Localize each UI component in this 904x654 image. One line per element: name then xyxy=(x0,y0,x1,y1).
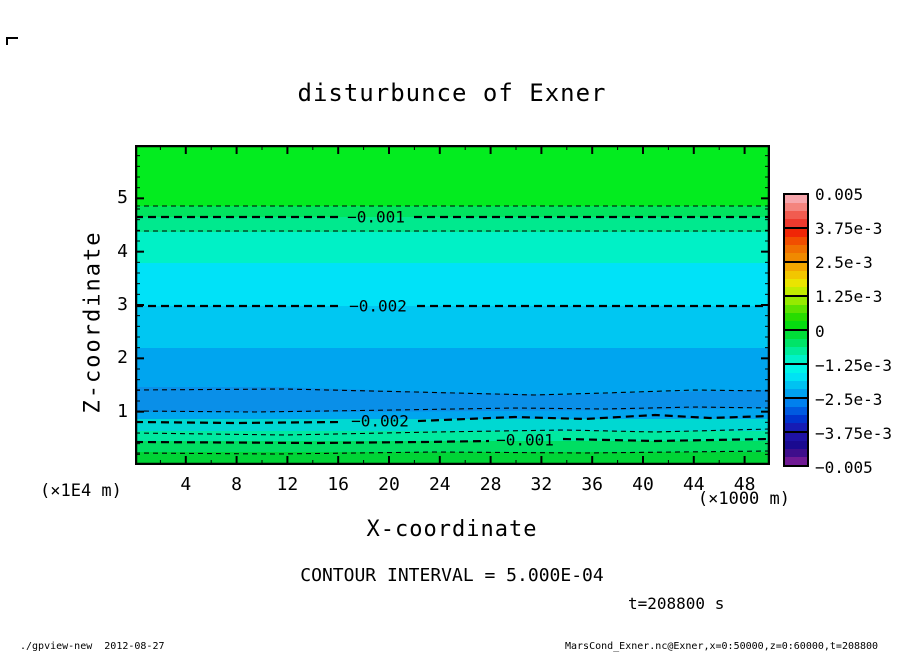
time-label: t=208800 s xyxy=(628,594,725,613)
contour-line-label: −0.002 xyxy=(349,296,407,316)
y-tick-label: 5 xyxy=(117,187,128,209)
colorbar-cell xyxy=(785,203,807,211)
x-tick-label: 36 xyxy=(581,474,604,495)
x-tick-label: 44 xyxy=(682,474,705,495)
colorbar-cell xyxy=(785,381,807,389)
colorbar-cell xyxy=(785,271,807,279)
colorbar-cell xyxy=(785,321,807,329)
colorbar-tick-label: 0 xyxy=(815,321,825,341)
colorbar-block xyxy=(785,431,807,465)
colorbar-cell xyxy=(785,355,807,363)
colorbar-cell xyxy=(785,339,807,347)
colorbar-block xyxy=(785,363,807,397)
colorbar-cell xyxy=(785,433,807,441)
contour-fill-band xyxy=(135,145,770,207)
colorbar-block xyxy=(785,397,807,431)
y-tick-label: 1 xyxy=(117,400,128,422)
contour-line-label: −0.002 xyxy=(351,411,409,431)
colorbar-cell xyxy=(785,423,807,431)
colorbar-tick-label: −0.005 xyxy=(815,458,873,477)
colorbar-cell xyxy=(785,229,807,237)
y-axis-title: Z-coordinate xyxy=(80,230,106,414)
colorbar-tick-label: 1.25e-3 xyxy=(815,287,883,307)
contour-interval-text: CONTOUR INTERVAL = 5.000E-04 xyxy=(300,565,604,586)
colorbar-labels xyxy=(815,185,903,477)
x-tick-label: 28 xyxy=(479,474,502,495)
colorbar-block xyxy=(785,195,807,227)
colorbar-cell xyxy=(785,389,807,397)
contour-line-label: −0.001 xyxy=(496,430,554,450)
colorbar-cell xyxy=(785,237,807,245)
colorbar-cell xyxy=(785,407,807,415)
colorbar-cell xyxy=(785,347,807,355)
contour-fill-band xyxy=(135,306,770,349)
colorbar-tick-label: −1.25e-3 xyxy=(815,355,893,375)
contour-fill-band xyxy=(135,232,770,264)
plot-area xyxy=(135,145,770,465)
colorbar-cell xyxy=(785,279,807,287)
colorbar-cell xyxy=(785,195,807,203)
colorbar-tick-label: 3.75e-3 xyxy=(815,219,883,239)
x-tick-label: 40 xyxy=(632,474,654,495)
chart-title: disturbunce of Exner xyxy=(297,79,607,107)
colorbar-cell xyxy=(785,263,807,271)
colorbar-tick-label: 0.005 xyxy=(815,185,864,204)
y-tick-label: 3 xyxy=(117,294,128,315)
corner-mark xyxy=(6,37,18,45)
contour-fill-band xyxy=(135,217,770,233)
colorbar-tick-label: 2.5e-3 xyxy=(815,253,873,273)
colorbar-block xyxy=(785,227,807,261)
colorbar-cell xyxy=(785,415,807,423)
colorbar-block xyxy=(785,295,807,329)
x-tick-label: 4 xyxy=(180,474,192,495)
colorbar-block xyxy=(785,261,807,295)
contour-fill-band xyxy=(135,419,770,432)
y-tick-label: 2 xyxy=(117,347,128,369)
contour-fill-band xyxy=(135,206,770,218)
y-tick-labels xyxy=(98,145,128,465)
footer-source-text: MarsCond_Exner.nc@Exner,x=0:50000,z=0:60000,t=208800 xyxy=(565,641,879,652)
x-tick-label: 32 xyxy=(530,474,553,495)
contour-fill-band xyxy=(135,263,770,307)
x-tick-label: 16 xyxy=(327,474,350,495)
colorbar-cell xyxy=(785,313,807,321)
x-tick-label: 24 xyxy=(428,474,451,495)
colorbar-cell xyxy=(785,219,807,227)
colorbar-cell xyxy=(785,297,807,305)
colorbar-block xyxy=(785,329,807,363)
contour-plot-svg xyxy=(135,145,770,465)
x-axis-unit: (×1000 m) xyxy=(697,489,790,509)
x-tick-label: 12 xyxy=(276,474,299,495)
colorbar-cell xyxy=(785,449,807,457)
colorbar-cell xyxy=(785,211,807,219)
colorbar-tick-label: −3.75e-3 xyxy=(815,423,893,443)
colorbar-tick-label: −2.5e-3 xyxy=(815,389,883,409)
colorbar-cell xyxy=(785,331,807,339)
colorbar-cell xyxy=(785,373,807,381)
x-axis-title: X-coordinate xyxy=(366,517,538,542)
colorbar-cell xyxy=(785,441,807,449)
colorbar-cell xyxy=(785,245,807,253)
x-tick-label: 8 xyxy=(231,474,243,495)
contour-line-label: −0.001 xyxy=(347,207,405,227)
colorbar-cell xyxy=(785,253,807,261)
colorbar-cell xyxy=(785,365,807,373)
y-axis-unit: (×1E4 m) xyxy=(40,481,122,501)
colorbar-cell xyxy=(785,399,807,407)
x-tick-label: 48 xyxy=(733,474,756,495)
footer-command-text: ./gpview-new 2012-08-27 xyxy=(20,641,165,652)
colorbar xyxy=(783,193,809,467)
colorbar-cell xyxy=(785,287,807,295)
x-tick-label: 20 xyxy=(378,474,400,495)
y-tick-label: 4 xyxy=(117,240,128,262)
colorbar-cell xyxy=(785,305,807,313)
colorbar-cell xyxy=(785,457,807,465)
